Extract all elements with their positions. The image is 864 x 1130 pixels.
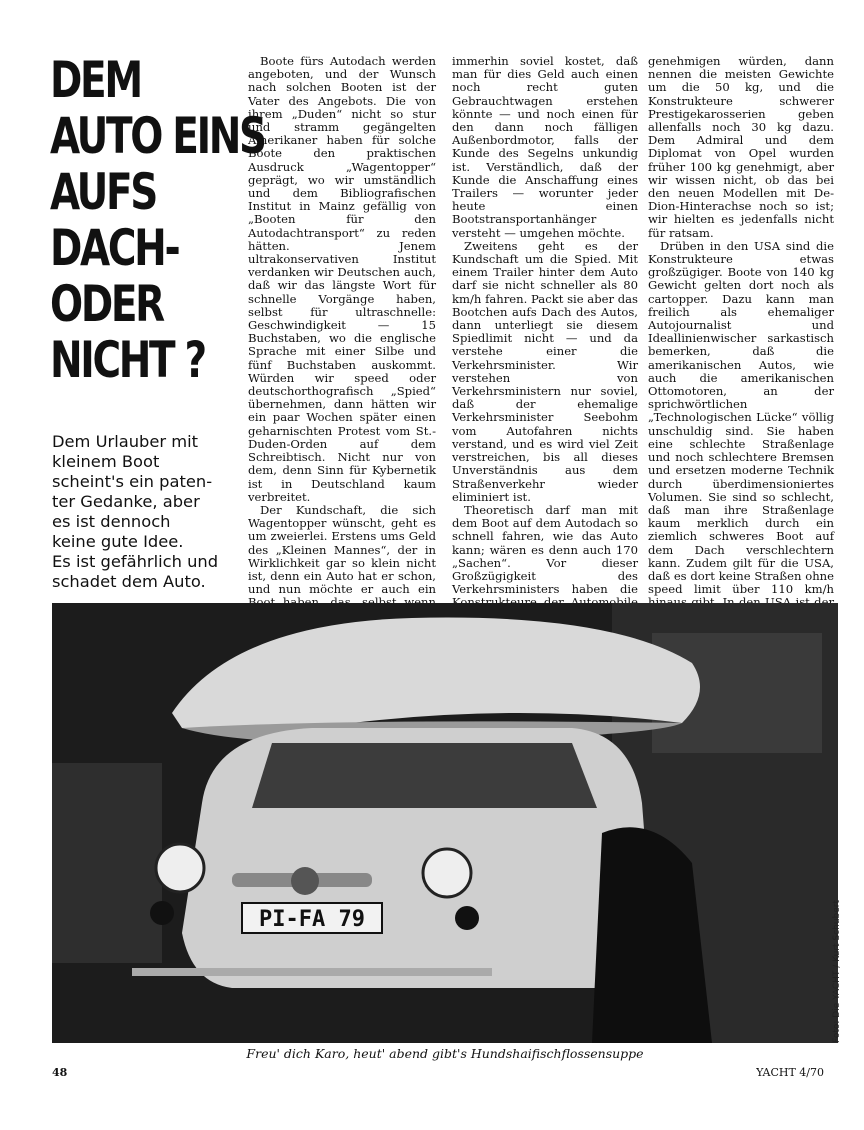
photo-illustration xyxy=(52,603,838,1043)
photo-caption: Freu' dich Karo, heut' abend gibt's Hundshaifischflossensuppe xyxy=(246,1046,644,1061)
headline-line: DEM xyxy=(50,51,141,109)
paragraph: Boote fürs Autodach werden angeboten, und der Wunsch nach solchen Booten ist der Vater des Angebots. Die von ihrem „Duden“ nicht so stur und stramm gegängelten Amerikaner haben für solche Boote den praktischen Ausdruck „Wagentopper“ geprägt, wo wir umständlich und dem Bibliografischen Institut in Mainz gefällig von „Booten für den Autodachtransport“ zu reden hätten. Jenem ultrakonservativen Institut verdanken wir Deutschen auch, daß wir das längste Wort für schnelle Vorgänge haben, selbst für ultraschnelle: Geschwindigkeit — 15 Buchstaben, wo die englische Sprache mit einer Silbe und fünf Buchstaben auskommt. Würden wir speed oder deutschorthografisch „Spied“ übernehmen, dann hätten wir ein paar Wochen später einen geharnischten Protest vom St.-Duden-Orden auf dem Schreibtisch. Nicht nur von dem, denn Sinn für Kybernetik ist in Deutschland kaum verbreitet. xyxy=(248,54,436,504)
body-column-3 xyxy=(648,55,834,676)
headline-line: ODER xyxy=(50,275,163,333)
issue-label: YACHT 4/70 xyxy=(756,1066,824,1079)
paragraph: Drüben in den USA sind die Konstrukteure etwas großzügiger. Boote von 140 kg Gewicht gelten dort noch als cartopper. Dazu kann man freilich als ehemaliger Autojournalist und Ideallinienwischer sarkastisch bemerken, daß die amerikanischen Autos, wie auch die amerikanischen Ottomotoren, an der sprichwörtlichen „Technologischen Lücke“ völlig unschuldig sind. Sie haben eine schlechte Straßenlage und noch schlechtere Bremsen und ersetzen moderne Technik durch überdimensioniertes Volumen. Sie sind so schlecht, daß man ihre Straßenlage kaum merklich durch ein ziemlich schweres Boot auf dem Dach verschlechtern kann. Zudem gilt für die USA, daß es dort keine Straßen ohne speed limit über 110 km/h xyxy=(648,238,834,597)
body-column-2 xyxy=(452,55,638,649)
paragraph: Der Kundschaft, die sich Wagentopper wünscht, geht es um zweierlei. Erstens ums Geld des „Kleinen Mannes“, der in Wirklichkeit gar so klein nicht ist, denn ein Auto hat er schon, und nun möchte er auch ein xyxy=(248,502,436,597)
photo-car-with-boat xyxy=(52,603,838,1043)
standfirst-line: scheint's ein paten- xyxy=(52,472,213,491)
body-column-1 xyxy=(248,55,436,636)
standfirst-line: Es ist gefährlich und xyxy=(52,552,219,571)
headline-line: DACH- xyxy=(50,219,179,277)
paragraph: Theoretisch darf man mit dem Boot auf dem Autodach so schnell fahren, wie das Auto kann; wären es denn auch 170 „Sachen“. Vor dieser Großzügigkeit des Verkehrsministers haben die xyxy=(452,502,638,597)
standfirst-line: kleinem Boot xyxy=(52,452,160,471)
photo-credit: Foto: Die YACHT / Kurt Schubert xyxy=(832,900,842,1044)
standfirst-line: Dem Urlauber mit xyxy=(52,432,199,451)
standfirst xyxy=(52,432,240,592)
paragraph: Zweitens geht es der Kundschaft um die Spied. Mit einem Trailer hinter dem Auto darf sie nicht schneller als 80 km/h fahren. Packt sie aber das Bootchen aufs Dach des Autos, dann unterliegt sie diesem Spiedlimit nicht — und da verstehe einer die Verkehrsminister. Wir verstehen von Verkehrsministern nur soviel, daß der ehemalige Verkehrsminister Seebohm vom Autofahren nichts verstand, und es wird viel Zeit verstreichen, bis all dieses Unverständnis aus dem Straßenverkehr wieder eliminiert ist. xyxy=(452,238,638,504)
standfirst-line: ter Gedanke, aber xyxy=(52,492,200,511)
standfirst-line: es ist dennoch xyxy=(52,512,171,531)
standfirst-line: schadet dem Auto. xyxy=(52,572,206,591)
headline-line: AUFS xyxy=(50,163,157,221)
standfirst-line: keine gute Idee. xyxy=(52,532,184,551)
license-plate-text: PI-FA 79 xyxy=(259,907,365,932)
headline xyxy=(50,51,265,389)
paragraph: immerhin soviel kostet, daß man für dies Geld auch einen noch recht guten Gebrauchtwagen erstehen könnte — und noch einen für den dann noch fälligen Außenbordmotor, falls der Kunde des Segelns unkundig ist. Verständlich, daß der Kunde die Anschaffung eines Trailers — worunter jeder heute einen Bootstransportanhänger versteht — umgehen möchte. xyxy=(452,54,638,240)
headline-line: AUTO EINS xyxy=(50,107,265,165)
paragraph: genehmigen würden, dann nennen die meisten Gewichte um die 50 kg, und die Konstrukteure schwerer Prestigekarosserien geben allenfalls noch 30 kg dazu. Dem Admiral und dem Diplomat von Opel wurden früher 100 kg genehmigt, aber wir wissen nicht, ob das bei den neuen Modellen mit De-Dion-Hinterachse noch so ist; wir hielten es jedenfalls nicht für ratsam. xyxy=(648,54,834,240)
page-number: 48 xyxy=(52,1066,68,1079)
headline-line: NICHT ? xyxy=(50,331,205,389)
